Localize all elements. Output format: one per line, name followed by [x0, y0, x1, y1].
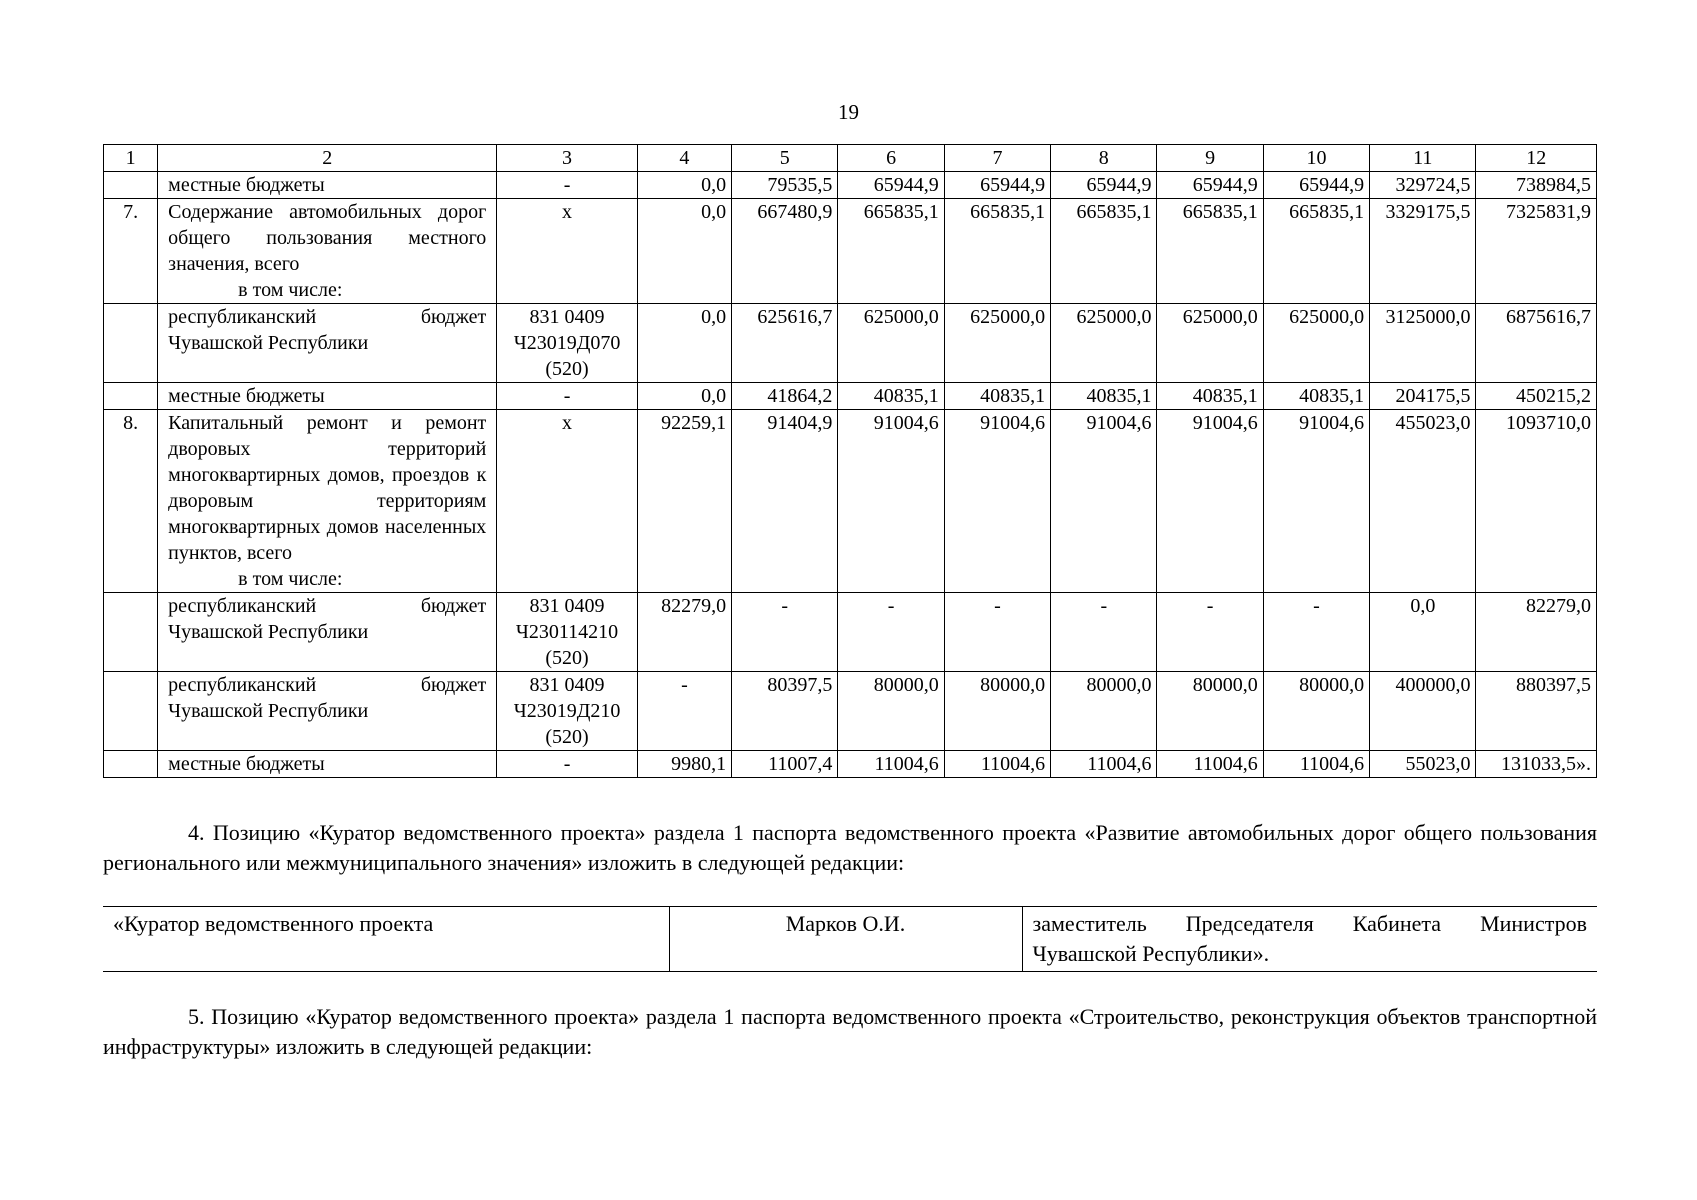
curator-table — [103, 906, 1597, 972]
table-row — [104, 383, 1597, 410]
header-cell: 5 — [732, 145, 838, 172]
table-row — [104, 304, 1597, 383]
value-cell: 80000,0 — [944, 672, 1050, 751]
paragraph-4: 4. Позицию «Куратор ведомственного проекта» раздела 1 паспорта ведомственного проекта «Развитие автомобильных дорог общего пользования регионального или межмуниципального значения» изложить в следующей редакции: — [103, 820, 1597, 875]
value-cell: 665835,1 — [1051, 199, 1157, 304]
value-cell: 40835,1 — [1157, 383, 1263, 410]
table-row — [104, 172, 1597, 199]
row-code: x — [497, 199, 637, 304]
value-cell: - — [944, 593, 1050, 672]
value-cell: 79535,5 — [732, 172, 838, 199]
value-cell: 40835,1 — [838, 383, 944, 410]
value-cell: 665835,1 — [838, 199, 944, 304]
header-cell: 12 — [1476, 145, 1597, 172]
value-cell: 80397,5 — [732, 672, 838, 751]
value-cell: 92259,1 — [637, 410, 731, 593]
header-cell: 10 — [1263, 145, 1369, 172]
table-row — [104, 751, 1597, 778]
value-cell: 65944,9 — [1051, 172, 1157, 199]
value-cell: 55023,0 — [1370, 751, 1476, 778]
value-cell: - — [637, 672, 731, 751]
value-cell: - — [1157, 593, 1263, 672]
value-cell: 80000,0 — [1051, 672, 1157, 751]
curator-label: «Куратор ведомственного проекта — [103, 907, 669, 972]
value-cell: 0,0 — [637, 383, 731, 410]
value-cell: 625000,0 — [1051, 304, 1157, 383]
table-row — [104, 593, 1597, 672]
row-number: 7. — [104, 199, 158, 304]
value-cell: 880397,5 — [1476, 672, 1597, 751]
value-cell: 665835,1 — [1157, 199, 1263, 304]
row-code: - — [497, 751, 637, 778]
value-cell: 0,0 — [637, 304, 731, 383]
value-cell: 41864,2 — [732, 383, 838, 410]
curator-person: Марков О.И. — [669, 907, 1022, 972]
table-row — [103, 907, 1597, 972]
value-cell: 329724,5 — [1370, 172, 1476, 199]
row-number: 8. — [104, 410, 158, 593]
row-code: x — [497, 410, 637, 593]
value-cell: 91004,6 — [1051, 410, 1157, 593]
value-cell: 40835,1 — [944, 383, 1050, 410]
row-code: - — [497, 172, 637, 199]
page-number: 19 — [838, 100, 859, 124]
row-number — [104, 672, 158, 751]
value-cell: 11004,6 — [1051, 751, 1157, 778]
value-cell: 665835,1 — [1263, 199, 1369, 304]
value-cell: 625616,7 — [732, 304, 838, 383]
value-cell: 450215,2 — [1476, 383, 1597, 410]
row-number — [104, 593, 158, 672]
row-code: 831 0409 Ч23019Д070 (520) — [497, 304, 637, 383]
value-cell: 11004,6 — [944, 751, 1050, 778]
value-cell: 80000,0 — [1263, 672, 1369, 751]
value-cell: 204175,5 — [1370, 383, 1476, 410]
value-cell: - — [838, 593, 944, 672]
value-cell: 65944,9 — [838, 172, 944, 199]
table-header-row — [104, 145, 1597, 172]
value-cell: 80000,0 — [838, 672, 944, 751]
value-cell: 3329175,5 — [1370, 199, 1476, 304]
table-row — [104, 410, 1597, 593]
row-name: Содержание автомобильных дорог общего пользования местного значения, всего — [168, 201, 487, 275]
row-name: Капитальный ремонт и ремонт дворовых территорий многоквартирных домов, проездов к дворовым территориям многоквартирных домов населенных пунктов, всего — [168, 412, 487, 564]
value-cell: 7325831,9 — [1476, 199, 1597, 304]
row-code: 831 0409 Ч230114210 (520) — [497, 593, 637, 672]
row-name: республиканский бюджет Чувашской Республики — [158, 593, 497, 672]
row-name: местные бюджеты — [158, 751, 497, 778]
row-name-sub: в том числе: — [238, 568, 343, 590]
value-cell: 65944,9 — [944, 172, 1050, 199]
value-cell: 82279,0 — [1476, 593, 1597, 672]
value-cell: 11004,6 — [1157, 751, 1263, 778]
value-cell: - — [1263, 593, 1369, 672]
header-cell: 9 — [1157, 145, 1263, 172]
header-cell: 8 — [1051, 145, 1157, 172]
value-cell: 11004,6 — [1263, 751, 1369, 778]
curator-position: заместитель Председателя Кабинета Министров Чувашской Республики». — [1022, 907, 1597, 972]
paragraph-5: 5. Позицию «Куратор ведомственного проекта» раздела 1 паспорта ведомственного проекта «Строительство, реконструкция объектов транспортной инфраструктуры» изложить в следующей редакции: — [103, 1004, 1597, 1059]
value-cell: 625000,0 — [838, 304, 944, 383]
value-cell: 665835,1 — [944, 199, 1050, 304]
value-cell: 455023,0 — [1370, 410, 1476, 593]
table-row — [104, 672, 1597, 751]
value-cell: 91404,9 — [732, 410, 838, 593]
value-cell: 625000,0 — [1157, 304, 1263, 383]
row-name: республиканский бюджет Чувашской Республики — [158, 672, 497, 751]
row-name: республиканский бюджет Чувашской Республики — [158, 304, 497, 383]
header-cell: 2 — [158, 145, 497, 172]
value-cell: 9980,1 — [637, 751, 731, 778]
value-cell: 6875616,7 — [1476, 304, 1597, 383]
value-cell: 40835,1 — [1051, 383, 1157, 410]
header-cell: 1 — [104, 145, 158, 172]
value-cell: 11004,6 — [838, 751, 944, 778]
value-cell: 1093710,0 — [1476, 410, 1597, 593]
row-code: - — [497, 383, 637, 410]
header-cell: 6 — [838, 145, 944, 172]
value-cell: - — [1051, 593, 1157, 672]
value-cell: 131033,5». — [1476, 751, 1597, 778]
value-cell: 400000,0 — [1370, 672, 1476, 751]
value-cell: 3125000,0 — [1370, 304, 1476, 383]
header-cell: 4 — [637, 145, 731, 172]
header-cell: 3 — [497, 145, 637, 172]
value-cell: 667480,9 — [732, 199, 838, 304]
value-cell: 0,0 — [637, 199, 731, 304]
value-cell: 91004,6 — [838, 410, 944, 593]
header-cell: 11 — [1370, 145, 1476, 172]
value-cell: - — [732, 593, 838, 672]
row-code: 831 0409 Ч23019Д210 (520) — [497, 672, 637, 751]
row-number — [104, 383, 158, 410]
value-cell: 80000,0 — [1157, 672, 1263, 751]
value-cell: 625000,0 — [944, 304, 1050, 383]
value-cell: 91004,6 — [1157, 410, 1263, 593]
value-cell: 0,0 — [1370, 593, 1476, 672]
table-row — [104, 199, 1597, 304]
value-cell: 82279,0 — [637, 593, 731, 672]
value-cell: 625000,0 — [1263, 304, 1369, 383]
value-cell: 0,0 — [637, 172, 731, 199]
row-name-sub: в том числе: — [238, 279, 343, 301]
value-cell: 65944,9 — [1157, 172, 1263, 199]
value-cell: 91004,6 — [1263, 410, 1369, 593]
row-number — [104, 304, 158, 383]
row-name-cell — [158, 410, 497, 593]
row-name: местные бюджеты — [158, 172, 497, 199]
value-cell: 91004,6 — [944, 410, 1050, 593]
row-number — [104, 751, 158, 778]
header-cell: 7 — [944, 145, 1050, 172]
budget-table — [103, 144, 1597, 778]
value-cell: 11007,4 — [732, 751, 838, 778]
value-cell: 65944,9 — [1263, 172, 1369, 199]
value-cell: 738984,5 — [1476, 172, 1597, 199]
row-name: местные бюджеты — [158, 383, 497, 410]
row-number — [104, 172, 158, 199]
row-name-cell — [158, 199, 497, 304]
value-cell: 40835,1 — [1263, 383, 1369, 410]
